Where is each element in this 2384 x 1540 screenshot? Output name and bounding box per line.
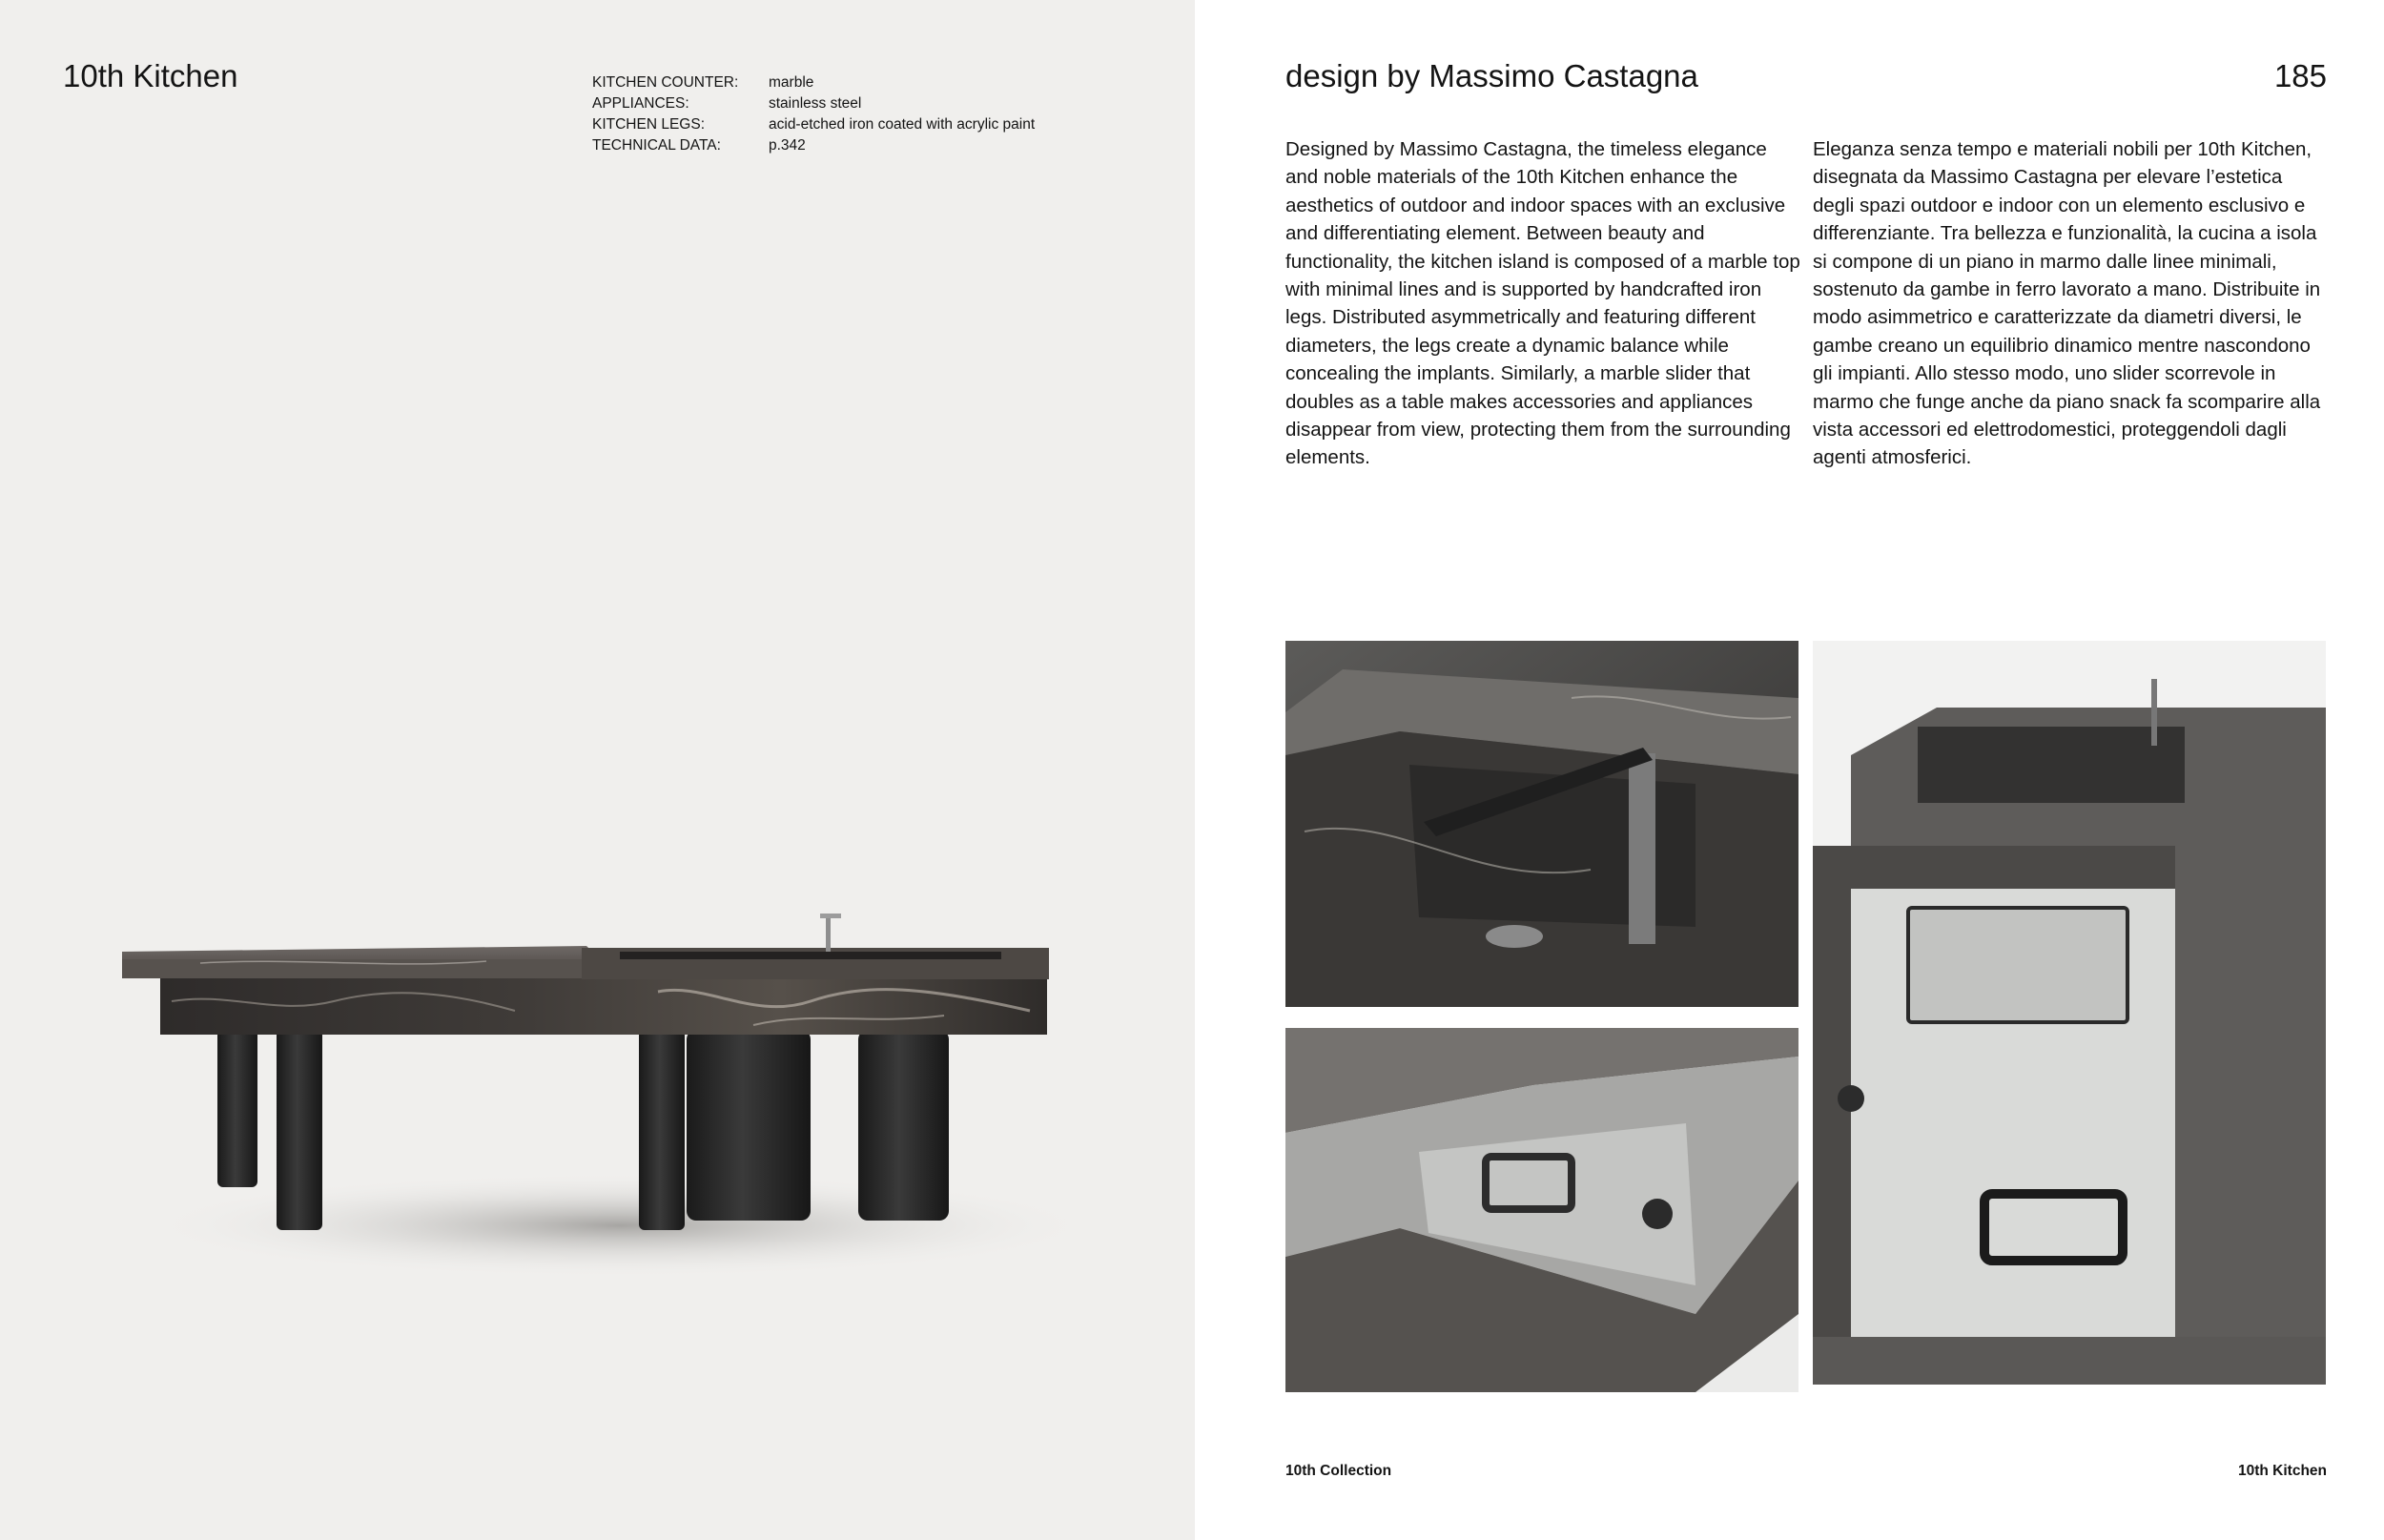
spec-value: acid-etched iron coated with acrylic paint [769,116,1036,133]
footer-collection: 10th Collection [1285,1463,1392,1479]
spec-label: KITCHEN LEGS: [592,116,705,133]
spec-label: APPLIANCES: [592,95,689,112]
spec-label: KITCHEN COUNTER: [592,74,739,91]
designer-title: design by Massimo Castagna [1285,58,1698,93]
spec-row [592,93,1035,114]
spec-label: TECHNICAL DATA: [592,137,721,154]
footer-product: 10th Kitchen [2237,1463,2327,1479]
cooktop-aerial-photo [1813,641,2326,1385]
spec-row [592,135,1035,156]
spec-value: p.342 [769,137,806,154]
description-italian: Eleganza senza tempo e materiali nobili per 10th Kitchen, disegnata da Massimo Castagna per elevare l’estetica degli spazi outdoor e indoor con un elemento esclusivo e differenziante. Tra bellezza e funzionalità, la cucina a isola si compone di un piano in marmo dalle linee minimali, sostenuto da gambe in ferro lavorato a mano. Distribuite in modo asimmetrico e caratterizzate da diametri diversi, le gambe creano un equilibrio dinamico mentre nascondono gli impianti. Allo stesso modo, uno slider scorrevole in marmo che funge anche da piano snack fa scomparire alla vista accessori ed elettrodomestici, proteggendoli dagli agenti atmosferici. [1813,138,2321,469]
kitchen-island-photo [86,858,1106,1278]
specifications-list [592,72,1035,156]
spec-value: stainless steel [769,95,862,112]
spec-value: marble [769,74,814,91]
sink-faucet-photo [1285,641,1798,1007]
spec-row [592,72,1035,93]
page-number: 185 [2273,58,2327,93]
kitchen-title: 10th Kitchen [63,58,238,93]
description-english: Designed by Massimo Castagna, the timeless elegance and noble materials of the 10th Kitchen enhance the aesthetics of outdoor and indoor spaces with an exclusive and differentiating element. Between beauty and functionality, the kitchen island is composed of a marble top with minimal lines and is supported by handcrafted iron legs. Distributed asymmetrically and featuring different diameters, the legs create a dynamic balance while concealing the implants. Similarly, a marble slider that doubles as a table makes accessories and appliances disappear from view, protecting them from the surrounding elements. [1285,138,1800,469]
spec-row [592,114,1035,135]
slider-burner-photo [1285,1028,1798,1392]
